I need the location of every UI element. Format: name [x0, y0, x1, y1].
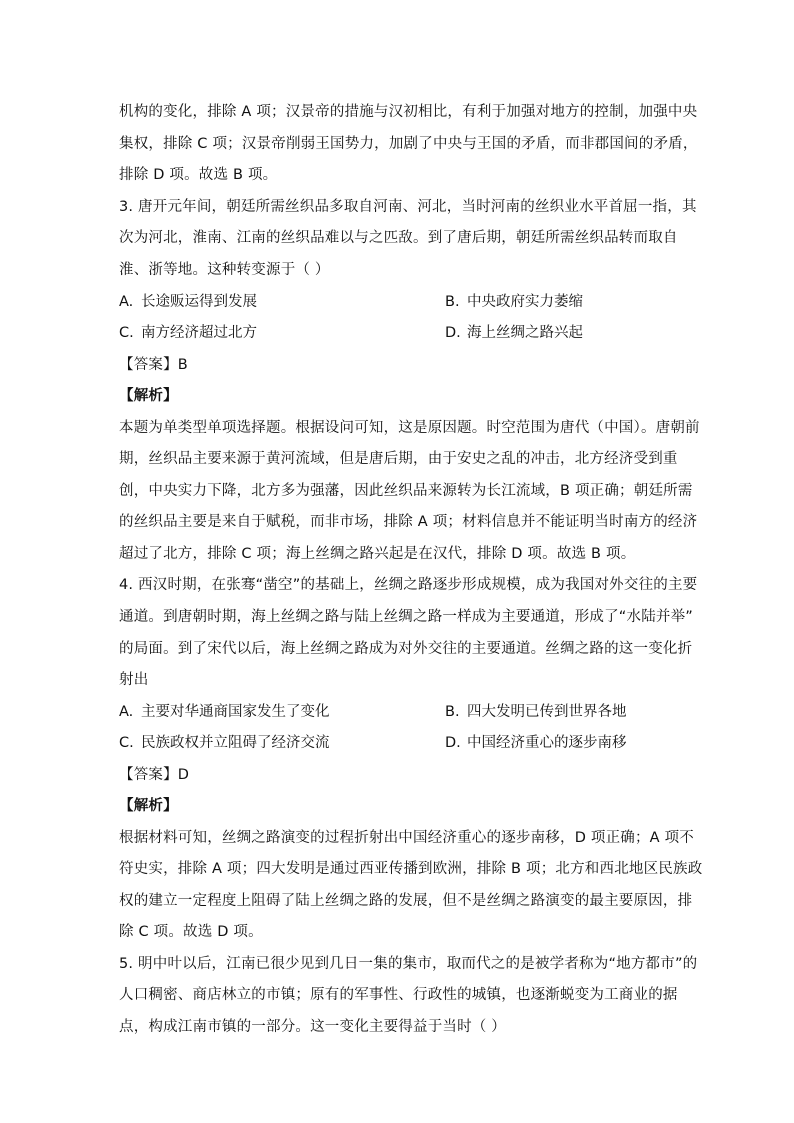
- option-text: 民族政权并立阻碍了经济交流: [141, 735, 330, 751]
- q3-option-a: [119, 292, 257, 312]
- intro-line-1: 机构的变化，排除 A 项；汉景帝的措施与汉初相比，有利于加强对地方的控制，加强中央: [119, 104, 698, 120]
- option-key: B.: [445, 294, 460, 310]
- q4-stem-line-1: 4. 西汉时期，在张骞“凿空”的基础上，丝绸之路逐步形成规模，成为我国对外交往的主要: [119, 577, 698, 593]
- q4-stem-line-3: 的局面。到了宋代以后，海上丝绸之路成为对外交往的主要通道。丝绸之路的这一变化折: [119, 641, 693, 657]
- q4-analysis-line-2: 符史实，排除 A 项；四大发明是通过西亚传播到欧洲，排除 B 项；北方和西北地区民族政: [119, 861, 703, 877]
- q4-option-b: [445, 702, 627, 722]
- q3-stem-line-3: 淮、浙等地。这种转变源于（ ）: [119, 262, 330, 278]
- intro-line-2: 集权，排除 C 项；汉景帝削弱王国势力，加剧了中央与王国的矛盾，而非郡国间的矛盾，: [119, 136, 698, 152]
- option-text: 主要对华通商国家发生了变化: [141, 704, 330, 720]
- q4-analysis-line-1: 根据材料可知，丝绸之路演变的过程折射出中国经济重心的逐步南移，D 项正确；A 项不: [119, 830, 694, 846]
- q5-stem-line-1: 5. 明中叶以后，江南已很少见到几日一集的集市，取而代之的是被学者称为“地方都市”的: [119, 956, 698, 972]
- option-key: A.: [119, 294, 134, 310]
- option-key: D.: [445, 325, 461, 341]
- option-key: B.: [445, 704, 460, 720]
- q3-analysis-line-2: 期，丝织品主要来源于黄河流域，但是唐后期，由于安史之乱的冲击，北方经济受到重: [119, 451, 678, 467]
- option-text: 海上丝绸之路兴起: [467, 325, 583, 341]
- q4-analysis-label: 【解析】: [119, 798, 178, 814]
- q4-stem-line-4: 射出: [119, 672, 149, 688]
- q3-analysis-line-4: 的丝织品主要是来自于赋税，而非市场，排除 A 项；材料信息并不能证明当时南方的经济: [119, 514, 698, 530]
- option-key: D.: [445, 735, 461, 751]
- q3-stem-line-1: 3. 唐开元年间，朝廷所需丝织品多取自河南、河北，当时河南的丝织业水平首屈一指，其: [119, 199, 697, 215]
- option-key: C.: [119, 735, 134, 751]
- q3-stem-line-2: 次为河北，淮南、江南的丝织品难以与之匹敌。到了唐后期，朝廷所需丝织品转而取自: [119, 230, 678, 246]
- q3-analysis-line-1: 本题为单类型单项选择题。根据设问可知，这是原因题。时空范围为唐代（中国）。唐朝前: [119, 420, 700, 436]
- q4-option-d: [445, 733, 627, 753]
- q5-stem-line-3: 点，构成江南市镇的一部分。这一变化主要得益于当时（ ）: [119, 1019, 507, 1035]
- q3-answer: 【答案】B: [119, 357, 188, 373]
- intro-line-3: 排除 D 项。故选 B 项。: [119, 167, 278, 183]
- q4-option-c: [119, 733, 330, 753]
- option-text: 四大发明已传到世界各地: [467, 704, 627, 720]
- q4-analysis-line-3: 权的建立一定程度上阻碍了陆上丝绸之路的发展，但不是丝绸之路演变的最主要原因，排: [119, 893, 693, 909]
- option-key: A.: [119, 704, 134, 720]
- option-key: C.: [119, 325, 134, 341]
- q4-analysis-line-4: 除 C 项。故选 D 项。: [119, 924, 263, 940]
- q3-option-c: [119, 323, 257, 343]
- q3-analysis-line-3: 创，中央实力下降，北方多为强藩，因此丝织品来源转为长江流域，B 项正确；朝廷所需: [119, 483, 693, 499]
- q3-analysis-line-5: 超过了北方，排除 C 项；海上丝绸之路兴起是在汉代，排除 D 项。故选 B 项。: [119, 546, 636, 562]
- q4-option-a: [119, 702, 330, 722]
- option-text: 南方经济超过北方: [141, 325, 257, 341]
- option-text: 长途贩运得到发展: [141, 294, 257, 310]
- q3-option-b: [445, 292, 583, 312]
- option-text: 中央政府实力萎缩: [467, 294, 583, 310]
- q3-analysis-label: 【解析】: [119, 388, 178, 404]
- q4-stem-line-2: 通道。到唐朝时期，海上丝绸之路与陆上丝绸之路一样成为主要通道，形成了“水陆并举”: [119, 609, 694, 625]
- q4-answer: 【答案】D: [119, 767, 190, 783]
- option-text: 中国经济重心的逐步南移: [467, 735, 627, 751]
- q3-option-d: [445, 323, 583, 343]
- q5-stem-line-2: 人口稠密、商店林立的市镇；原有的军事性、行政性的城镇，也逐渐蜕变为工商业的据: [119, 987, 678, 1003]
